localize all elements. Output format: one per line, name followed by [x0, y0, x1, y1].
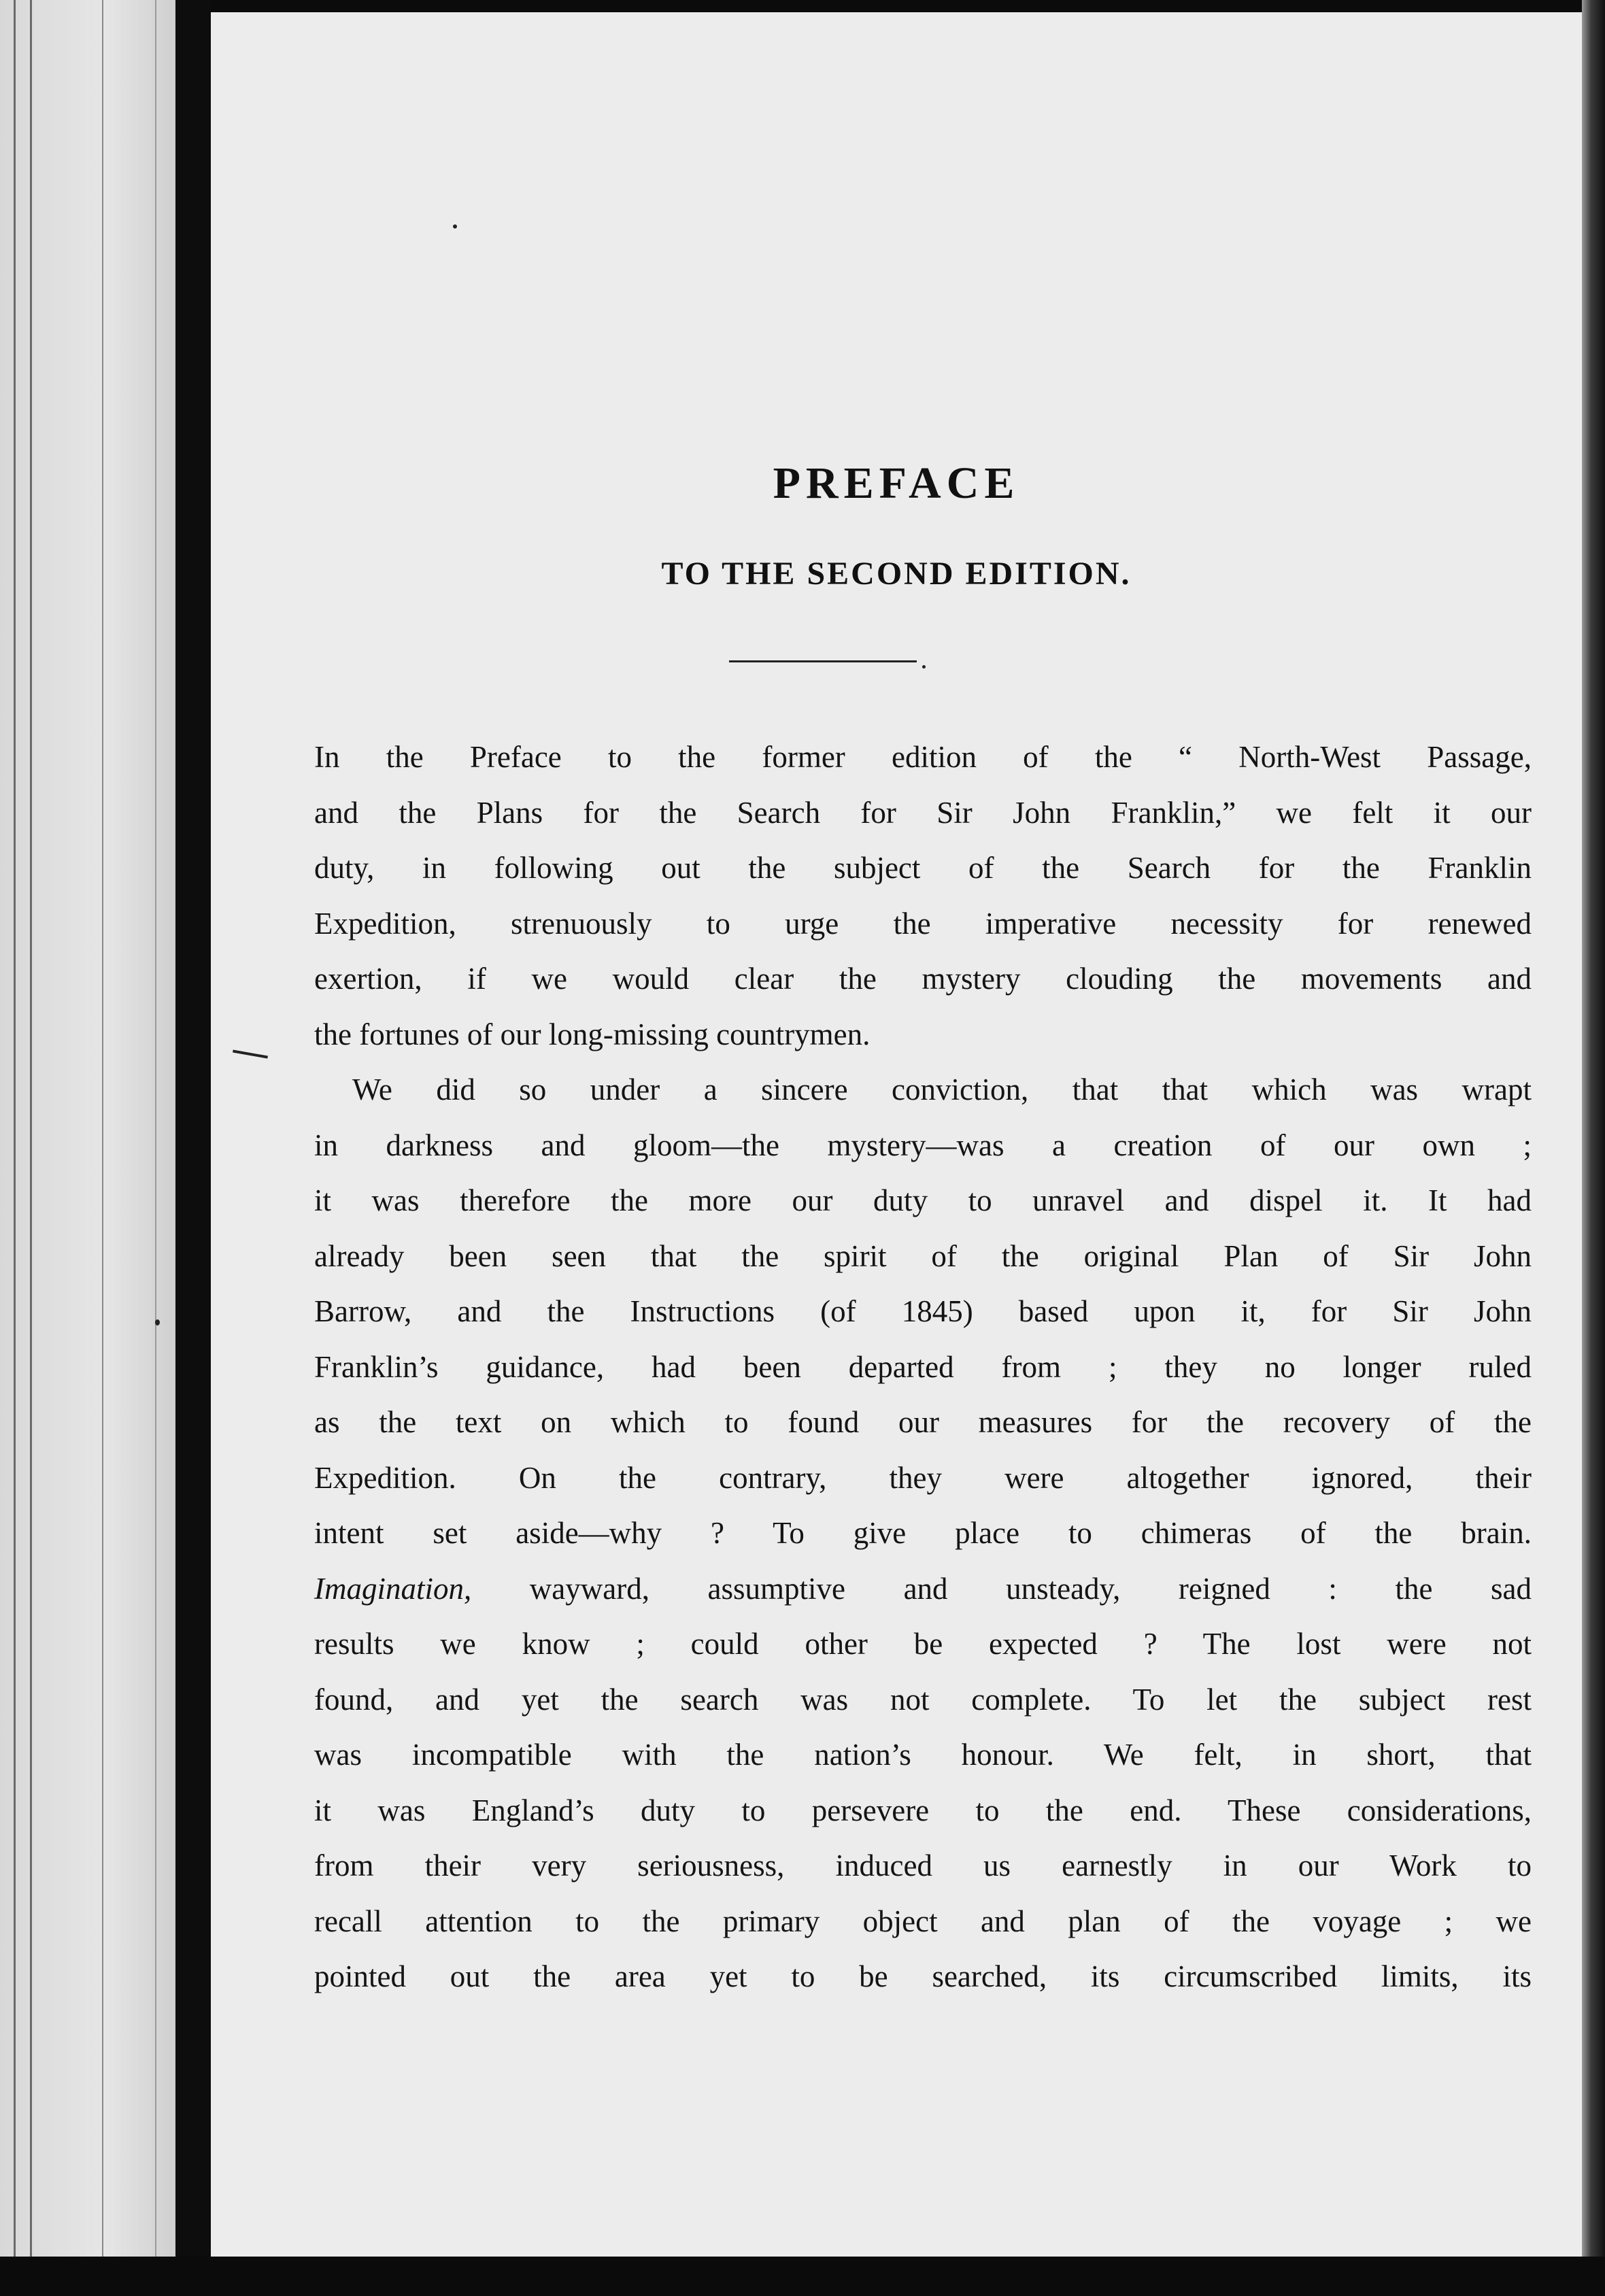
- text-line: Expedition, strenuously to urge the imperative necessity for renewed: [314, 906, 1532, 941]
- page-title: PREFACE: [773, 458, 1020, 508]
- text-line: already been seen that the spirit of the original Plan of Sir John: [314, 1238, 1532, 1273]
- text-line: Franklin’s guidance, had been departed from ; they no longer ruled: [314, 1349, 1532, 1384]
- facing-page-edge: [0, 0, 175, 2296]
- title-rule: [729, 660, 917, 662]
- text-line: Expedition. On the contrary, they were altogether ignored, their: [314, 1460, 1532, 1495]
- page-edge-right: [1582, 0, 1605, 2296]
- text-line: from their very seriousness, induced us earnestly in our Work to: [314, 1848, 1532, 1883]
- text-line: the fortunes of our long-missing countrymen.: [314, 1017, 871, 1051]
- text-line: exertion, if we would clear the mystery clouding the movements and: [314, 962, 1532, 996]
- text-line: duty, in following out the subject of the Search for the Franklin: [314, 851, 1532, 885]
- book-gutter: [175, 0, 211, 2296]
- text-line: results we know ; could other be expected ? The lost were not: [314, 1627, 1532, 1661]
- text-line: it was England’s duty to persevere to the end. These considerations,: [314, 1793, 1532, 1827]
- text-line: pointed out the area yet to be searched, its circumscribed limits, its: [314, 1959, 1532, 1993]
- ink-speck: [155, 1319, 160, 1326]
- text-line: it was therefore the more our duty to unravel and dispel it. It had: [314, 1183, 1532, 1217]
- text-line: Imagination, wayward, assumptive and unsteady, reigned : the sad: [314, 1571, 1532, 1606]
- body-text: [314, 730, 1532, 2005]
- preface-page: [211, 12, 1582, 2257]
- text-line: found, and yet the search was not complete. To let the subject rest: [314, 1682, 1532, 1717]
- scan-border-bottom: [0, 2257, 1605, 2296]
- page-edge-line: [30, 0, 32, 2296]
- text-line: recall attention to the primary object and plan of the voyage ; we: [314, 1904, 1532, 1938]
- page-edge-line: [102, 0, 103, 2296]
- page-subtitle: TO THE SECOND EDITION.: [661, 556, 1132, 592]
- ink-speck: [453, 224, 457, 229]
- text-line: was incompatible with the nation’s honour. We felt, in short, that: [314, 1738, 1532, 1772]
- text-line: We did so under a sincere conviction, that that which was wrapt: [352, 1073, 1532, 1107]
- text-line: and the Plans for the Search for Sir John Franklin,” we felt it our: [314, 795, 1532, 830]
- text-line: as the text on which to found our measures for the recovery of the: [314, 1405, 1532, 1439]
- page-edge-line: [155, 0, 156, 2296]
- text-line: In the Preface to the former edition of the “ North-West Passage,: [314, 740, 1532, 774]
- text-line: in darkness and gloom—the mystery—was a creation of our own ;: [314, 1128, 1532, 1162]
- text-line: intent set aside—why ? To give place to chimeras of the brain.: [314, 1516, 1532, 1550]
- ink-speck: [922, 665, 926, 669]
- text-line: Barrow, and the Instructions (of 1845) based upon it, for Sir John: [314, 1294, 1532, 1328]
- page-edge-line: [14, 0, 16, 2296]
